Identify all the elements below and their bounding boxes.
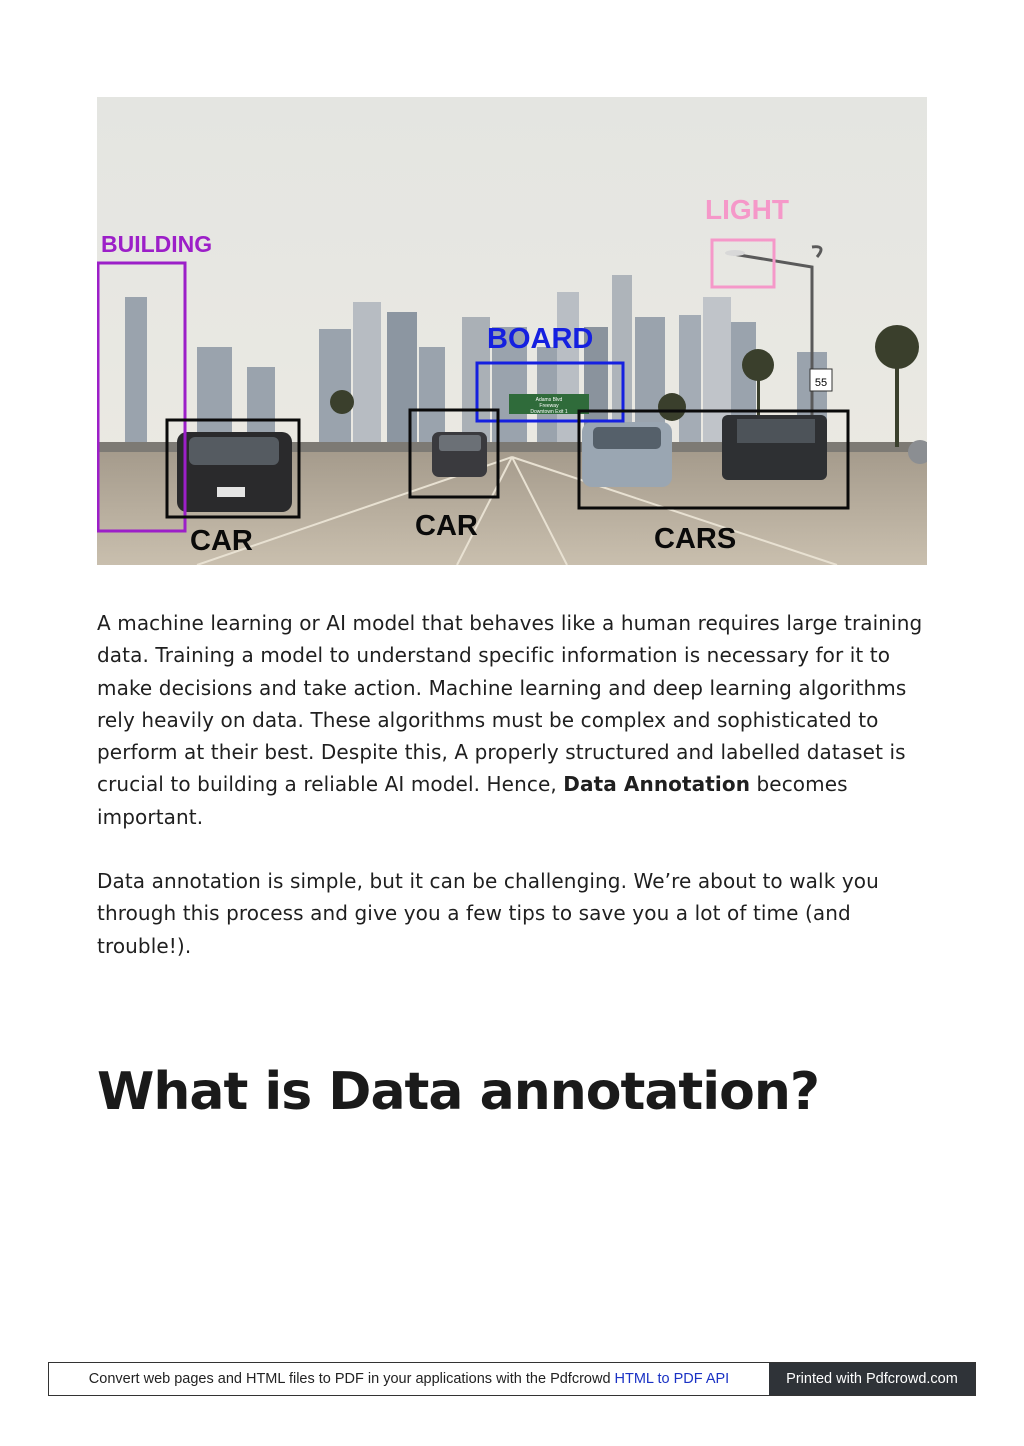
annotated-street-image	[97, 97, 927, 565]
car-left	[177, 432, 292, 512]
cars-label: CARS	[654, 523, 737, 555]
printed-with-badge[interactable]: Printed with Pdfcrowd.com	[769, 1363, 975, 1395]
intro-text: A machine learning or AI model that behaves like a human requires large training data. Training a model to understand specific information is necessary for it to make decisions and take action. Machine learning and deep learning algorithms rely heavily on data. These algorithms must be complex and sophisticated to perform at their best. Despite this, A properly structured and labelled dataset is crucial to building a reliable AI model. Hence,	[97, 611, 923, 797]
intro-end: becomes important.	[97, 772, 848, 829]
data-annotation-bold: Data Annotation	[563, 772, 751, 797]
building-label: BUILDING	[101, 231, 213, 257]
highway-sign	[509, 394, 589, 415]
board-label: BOARD	[487, 323, 594, 355]
light-label: LIGHT	[705, 194, 789, 225]
speed-value: 55	[814, 377, 828, 389]
suv-right	[722, 415, 827, 480]
street-scene	[97, 97, 927, 565]
car-left-label: CAR	[190, 525, 253, 557]
sign-line-3: Downtown Exit 1	[530, 409, 568, 415]
footer-text: Convert web pages and HTML files to PDF in your applications with the Pdfcrowd	[88, 1371, 611, 1387]
intro-paragraph	[97, 607, 927, 833]
html-to-pdf-link[interactable]: HTML to PDF API	[614, 1371, 730, 1387]
speed-limit-sign	[810, 369, 832, 391]
pdfcrowd-footer	[48, 1362, 976, 1396]
sign-line-1: Adams Blvd	[535, 397, 563, 403]
sign-line-2: Freeway	[539, 403, 559, 409]
article-body	[97, 607, 927, 962]
footer-left	[49, 1363, 769, 1395]
second-paragraph: Data annotation is simple, but it can be challenging. We’re about to walk you through this process and give you a few tips to save you a lot of time (and trouble!).	[97, 869, 879, 958]
car-middle	[432, 432, 487, 477]
car-right-silver	[582, 422, 672, 487]
section-heading: What is Data annotation?	[97, 1062, 820, 1122]
lamp-head	[725, 250, 745, 256]
car-middle-label: CAR	[415, 510, 478, 542]
